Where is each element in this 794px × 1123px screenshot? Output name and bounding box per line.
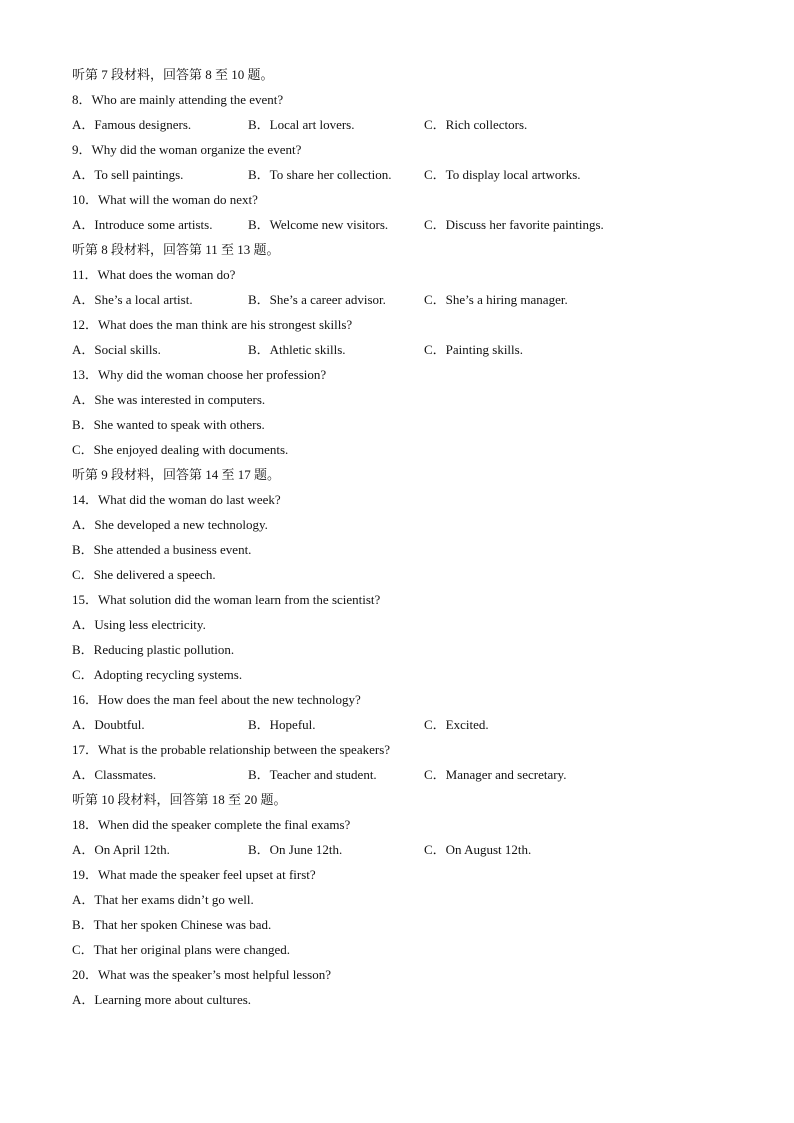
question-text: 18．When did the speaker complete the final exams? [72, 817, 351, 832]
answer-option: C．Rich collectors. [424, 117, 528, 132]
answer-option: B．To share her collection. [248, 167, 392, 182]
answer-option: C．Painting skills. [424, 342, 523, 357]
answer-option: C．She delivered a speech. [72, 567, 216, 582]
question-text: 8．Who are mainly attending the event? [72, 92, 284, 107]
options-row [72, 212, 732, 237]
answer-option: B．Hopeful. [248, 717, 316, 732]
exam-page [72, 62, 732, 1012]
answer-option: A．Doubtful. [72, 717, 145, 732]
answer-option: A．She was interested in computers. [72, 392, 266, 407]
answer-option: A．Introduce some artists. [72, 217, 213, 232]
answer-option: B．She’s a career advisor. [248, 292, 386, 307]
answer-option: A．Social skills. [72, 342, 161, 357]
answer-option: A．On April 12th. [72, 842, 170, 857]
question-text: 10．What will the woman do next? [72, 192, 258, 207]
answer-option: A．Classmates. [72, 767, 157, 782]
answer-option: A．To sell paintings. [72, 167, 184, 182]
answer-option: A．Using less electricity. [72, 617, 206, 632]
answer-option: C．Discuss her favorite paintings. [424, 217, 604, 232]
answer-option: B．That her spoken Chinese was bad. [72, 917, 272, 932]
answer-option: C．That her original plans were changed. [72, 942, 291, 957]
answer-option: C．Excited. [424, 717, 489, 732]
answer-option: C．Manager and secretary. [424, 767, 567, 782]
question-text: 13．Why did the woman choose her profession? [72, 367, 327, 382]
question-text: 17．What is the probable relationship between the speakers? [72, 742, 391, 757]
question-text: 19．What made the speaker feel upset at first? [72, 867, 316, 882]
answer-option: A．That her exams didn’t go well. [72, 892, 254, 907]
answer-option: C．She enjoyed dealing with documents. [72, 442, 289, 457]
options-row [72, 712, 732, 737]
options-row [72, 837, 732, 862]
question-text: 14．What did the woman do last week? [72, 492, 281, 507]
question-text: 20．What was the speaker’s most helpful lesson? [72, 967, 331, 982]
section-heading: 听第 7 段材料，回答第 8 至 10 题。 [72, 67, 274, 82]
answer-option: A．She developed a new technology. [72, 517, 268, 532]
section-heading: 听第 10 段材料，回答第 18 至 20 题。 [72, 792, 287, 807]
section-heading: 听第 8 段材料，回答第 11 至 13 题。 [72, 242, 280, 257]
answer-option: B．She attended a business event. [72, 542, 252, 557]
answer-option: B．She wanted to speak with others. [72, 417, 265, 432]
answer-option: C．To display local artworks. [424, 167, 581, 182]
answer-option: B．Athletic skills. [248, 342, 346, 357]
answer-option: A．She’s a local artist. [72, 292, 193, 307]
question-text: 15．What solution did the woman learn from the scientist? [72, 592, 381, 607]
options-row [72, 287, 732, 312]
options-row [72, 162, 732, 187]
options-row [72, 112, 732, 137]
section-heading: 听第 9 段材料，回答第 14 至 17 题。 [72, 467, 281, 482]
answer-option: B．Local art lovers. [248, 117, 355, 132]
question-text: 9．Why did the woman organize the event? [72, 142, 302, 157]
options-row [72, 337, 732, 362]
question-text: 12．What does the man think are his strongest skills? [72, 317, 353, 332]
answer-option: B．Teacher and student. [248, 767, 377, 782]
options-row [72, 762, 732, 787]
answer-option: B．On June 12th. [248, 842, 343, 857]
question-text: 11．What does the woman do? [72, 267, 236, 282]
answer-option: C．She’s a hiring manager. [424, 292, 568, 307]
answer-option: B．Reducing plastic pollution. [72, 642, 235, 657]
answer-option: B．Welcome new visitors. [248, 217, 389, 232]
answer-option: A．Famous designers. [72, 117, 192, 132]
answer-option: A．Learning more about cultures. [72, 992, 252, 1007]
answer-option: C．On August 12th. [424, 842, 532, 857]
question-text: 16．How does the man feel about the new technology? [72, 692, 361, 707]
answer-option: C．Adopting recycling systems. [72, 667, 243, 682]
